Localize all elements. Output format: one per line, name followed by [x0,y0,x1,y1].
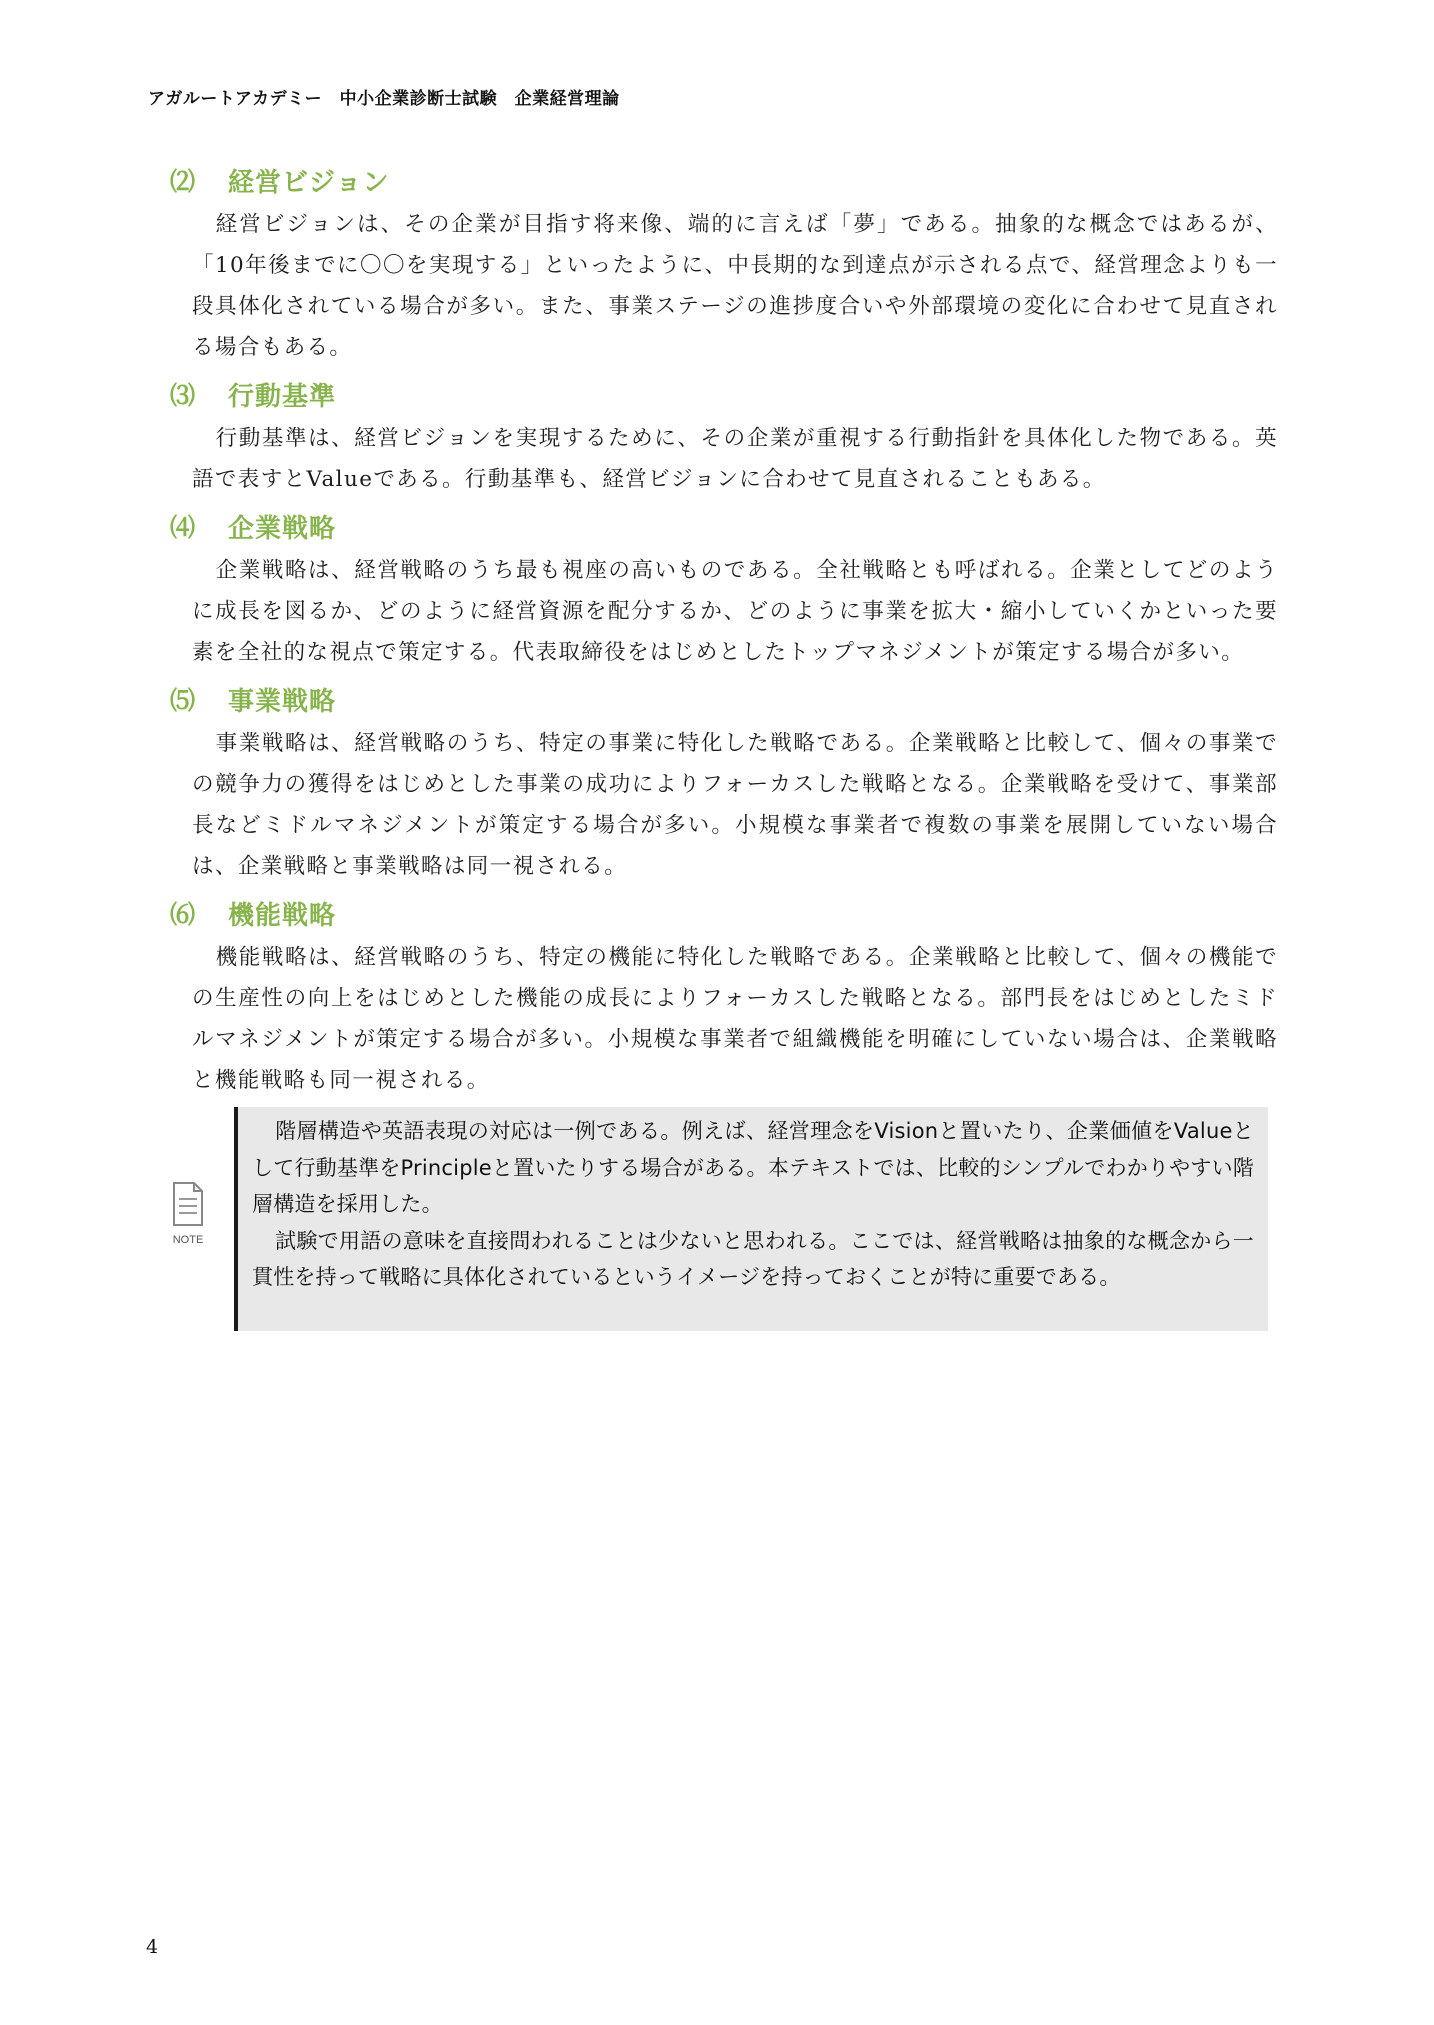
section-management-vision [148,158,1278,368]
section-functional-strategy [148,891,1278,1101]
section-heading [170,677,1278,721]
section-heading [170,372,1278,416]
section-business-strategy [148,677,1278,887]
note-icon-label: NOTE [172,1234,204,1246]
section-title: 機能戦略 [228,900,337,931]
section-title: 行動基準 [228,381,337,412]
section-number: ⑹ [170,900,196,929]
section-paragraph: 事業戦略は、経営戦略のうち、特定の事業に特化した戦略である。企業戦略と比較して、個々の事業での競争力の獲得をはじめとした事業の成功によりフォーカスした戦略となる。企業戦略を受けて、事業部長などミドルマネジメントが策定する場合が多い。小規模な事業者で複数の事業を展開していない場合は、企業戦略と事業戦略は同一視される。 [192,731,1278,879]
running-header: アガルートアカデミー 中小企業診断士試験 企業経営理論 [148,89,620,109]
page-number: 4 [146,1936,159,1958]
section-paragraph: 機能戦略は、経営戦略のうち、特定の機能に特化した戦略である。企業戦略と比較して、個々の機能での生産性の向上をはじめとした機能の成長によりフォーカスした戦略となる。部門長をはじめとしたミドルマネジメントが策定する場合が多い。小規模な事業者で組織機能を明確にしていない場合は、企業戦略と機能戦略も同一視される。 [192,945,1278,1093]
note-box [234,1107,1268,1331]
section-paragraph: 企業戦略は、経営戦略のうち最も視座の高いものである。全社戦略とも呼ばれる。企業としてどのように成長を図るか、どのように経営資源を配分するか、どのように事業を拡大・縮小していくかといった要素を全社的な視点で策定する。代表取締役をはじめとしたトップマネジメントが策定する場合が多い。 [192,558,1278,665]
note-paragraph: 階層構造や英語表現の対応は一例である。例えば、経営理念をVisionと置いたり、企業価値をValueとして行動基準をPrincipleと置いたりする場合がある。本テキストでは、比較的シンプルでわかりやすい階層構造を採用した。 [252,1119,1254,1216]
note-icon [170,1181,206,1249]
section-number: ⑵ [170,167,196,196]
section-heading [170,158,1278,202]
section-code-of-conduct [148,372,1278,500]
section-title: 事業戦略 [228,686,337,717]
section-number: ⑸ [170,686,196,715]
document-body [148,158,1278,1331]
section-corporate-strategy [148,504,1278,673]
section-paragraph: 経営ビジョンは、その企業が目指す将来像、端的に言えば「夢」である。抽象的な概念ではあるが、「10年後までに〇〇を実現する」といったように、中長期的な到達点が示される点で、経営理念よりも一段具体化されている場合が多い。また、事業ステージの進捗度合いや外部環境の変化に合わせて見直される場合もある。 [192,212,1278,360]
section-title: 経営ビジョン [228,167,390,198]
section-heading [170,891,1278,935]
section-number: ⑶ [170,381,196,410]
section-title: 企業戦略 [228,513,337,544]
section-heading [170,504,1278,548]
section-paragraph: 行動基準は、経営ビジョンを実現するために、その企業が重視する行動指針を具体化した物である。英語で表すとValueである。行動基準も、経営ビジョンに合わせて見直されることもある。 [192,426,1278,492]
note-paragraph: 試験で用語の意味を直接問われることは少ないと思われる。ここでは、経営戦略は抽象的な概念から一貫性を持って戦略に具体化されているというイメージを持っておくことが特に重要である。 [252,1228,1254,1289]
section-number: ⑷ [170,513,196,542]
note-callout [148,1107,1278,1331]
